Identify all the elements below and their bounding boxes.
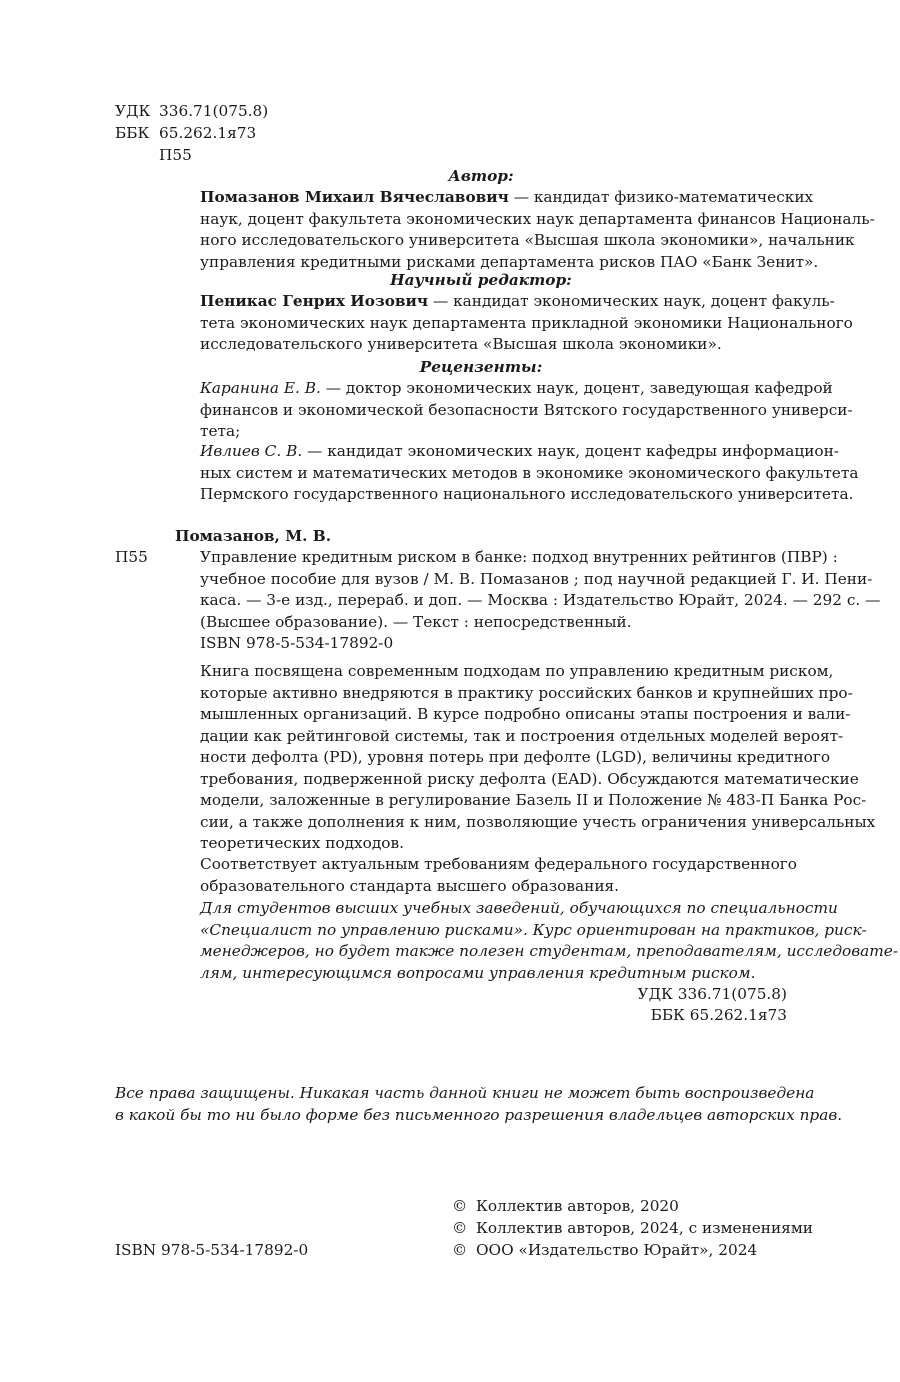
udk-value: 336.71(075.8) bbox=[159, 102, 269, 120]
reviewer-line: ных систем и математических методов в экономике экономического факультета bbox=[200, 463, 859, 482]
udk-row bbox=[115, 101, 415, 123]
editor-line: тета экономических наук департамента прикладной экономики Национального bbox=[200, 313, 853, 332]
reviewer-2-name: Ивлиев С. В. bbox=[200, 442, 303, 460]
rights-line: Все права защищены. Никакая часть данной книги не может быть воспроизведена bbox=[115, 1084, 815, 1102]
author-line: ного исследовательского университета «Высшая школа экономики», начальник bbox=[200, 231, 855, 249]
reviewer-line: Пермского государственного национального исследовательского университета. bbox=[200, 485, 854, 503]
rights-line: в какой бы то ни было форме без письменного разрешения владельцев авторских прав. bbox=[115, 1105, 843, 1124]
annotation-line: Соответствует актуальным требованиям федерального государственного bbox=[200, 855, 798, 873]
annotation-paragraph-2 bbox=[175, 854, 798, 897]
copyright-text: ООО «Издательство Юрайт», 2024 bbox=[476, 1241, 758, 1259]
biblio-author: Помазанов, М. В. bbox=[175, 527, 332, 545]
annotation-line: Книга посвящена современным подходам по управлению кредитным риском, bbox=[200, 662, 834, 680]
bbk-value: 65.262.1я73 bbox=[159, 124, 257, 142]
biblio-description bbox=[175, 547, 881, 633]
copyright-block bbox=[452, 1196, 813, 1262]
reviewer-2-paragraph bbox=[175, 441, 859, 506]
copyright-row bbox=[452, 1218, 813, 1240]
reviewer-line: — доктор экономических наук, доцент, заведующая кафедрой bbox=[320, 379, 833, 397]
author-line: наук, доцент факультета экономических наук департамента финансов Националь- bbox=[200, 209, 875, 228]
biblio-index-mark: П55 bbox=[115, 548, 148, 566]
annotation-line: требования, подверженной риску дефолта (EAD). Обсуждаются математические bbox=[200, 769, 859, 788]
annotation-paragraph-3 bbox=[175, 898, 899, 984]
biblio-line: Управление кредитным риском в банке: подход внутренних рейтингов (ПВР) : bbox=[200, 548, 838, 566]
biblio-line: учебное пособие для вузов / М. В. Помазанов ; под научной редакцией Г. И. Пени- bbox=[200, 569, 873, 588]
author-heading: Автор: bbox=[448, 167, 514, 185]
copyright-symbol: © bbox=[452, 1241, 468, 1259]
annotation-line: дации как рейтинговой системы, так и построения отдельных моделей вероят- bbox=[200, 726, 844, 745]
author-index: П55 bbox=[159, 146, 192, 164]
editor-line: — кандидат экономических наук, доцент факуль- bbox=[428, 292, 835, 310]
editor-paragraph bbox=[175, 291, 853, 356]
annotation-paragraph-1 bbox=[175, 661, 876, 855]
annotation-line: теоретических подходов. bbox=[200, 834, 404, 852]
bbk-label: ББК bbox=[115, 124, 150, 142]
biblio-isbn: ISBN 978-5-534-17892-0 bbox=[200, 634, 394, 652]
copyright-symbol: © bbox=[452, 1219, 468, 1237]
copyright-row bbox=[452, 1196, 792, 1218]
copyright-text: Коллектив авторов, 2020 bbox=[476, 1197, 679, 1215]
biblio-line: каса. — 3-е изд., перераб. и доп. — Москва : Издательство Юрайт, 2024. — 292 с. — bbox=[200, 591, 881, 609]
reviewer-1-name: Каранина Е. В. bbox=[200, 379, 321, 397]
annotation-line: которые активно внедряются в практику российских банков и крупнейших про- bbox=[200, 683, 853, 702]
reviewer-line: тета; bbox=[200, 422, 241, 440]
author-line: — кандидат физико-математических bbox=[508, 188, 814, 206]
udk-label: УДК bbox=[115, 102, 151, 120]
annotation-line: Для студентов высших учебных заведений, обучающихся по специальности bbox=[200, 899, 838, 917]
editor-line: исследовательского университета «Высшая школа экономики». bbox=[200, 335, 722, 353]
reviewer-line: — кандидат экономических наук, доцент кафедры информацион- bbox=[302, 442, 839, 460]
biblio-line: (Высшее образование). — Текст : непосредственный. bbox=[200, 612, 632, 631]
editor-heading: Научный редактор: bbox=[390, 271, 572, 289]
annotation-line: сии, а также дополнения к ним, позволяющие учесть ограничения универсальных bbox=[200, 812, 876, 831]
annotation-line: ности дефолта (PD), уровня потерь при дефолте (LGD), величины кредитного bbox=[200, 748, 831, 766]
copyright-row bbox=[452, 1240, 792, 1262]
author-paragraph bbox=[175, 187, 875, 273]
annotation-udk: УДК 336.71(075.8) bbox=[637, 985, 787, 1003]
author-line: управления кредитными рисками департамента рисков ПАО «Банк Зенит». bbox=[200, 252, 819, 271]
classification-block bbox=[115, 101, 415, 167]
annotation-line: мышленных организаций. В курсе подробно описаны этапы построения и вали- bbox=[200, 705, 851, 723]
copyright-symbol: © bbox=[452, 1197, 468, 1215]
annotation-line: образовательного стандарта высшего образования. bbox=[200, 876, 620, 895]
footer-isbn: ISBN 978-5-534-17892-0 bbox=[115, 1241, 309, 1259]
reviewer-line: финансов и экономической безопасности Вятского государственного универси- bbox=[200, 400, 853, 419]
annotation-line: «Специалист по управлению рисками». Курс ориентирован на практиков, риск- bbox=[200, 920, 867, 939]
rights-notice bbox=[115, 1083, 843, 1126]
annotation-line: лям, интересующимся вопросами управления кредитным риском. bbox=[200, 963, 756, 982]
reviewers-heading: Рецензенты: bbox=[419, 358, 543, 376]
annotation-line: модели, заложенные в регулирование Базель II и Положение № 483-П Банка Рос- bbox=[200, 791, 867, 809]
bbk-row bbox=[115, 123, 415, 145]
annotation-line: менеджеров, но будет также полезен студентам, преподавателям, исследовате- bbox=[200, 942, 899, 960]
editor-name: Пеникас Генрих Иозович bbox=[200, 292, 429, 310]
copyright-text: Коллектив авторов, 2024, с изменениями bbox=[476, 1219, 813, 1237]
annotation-bbk: ББК 65.262.1я73 bbox=[650, 1006, 787, 1024]
reviewer-1-paragraph bbox=[175, 378, 853, 443]
author-name: Помазанов Михаил Вячеславович bbox=[200, 188, 509, 206]
